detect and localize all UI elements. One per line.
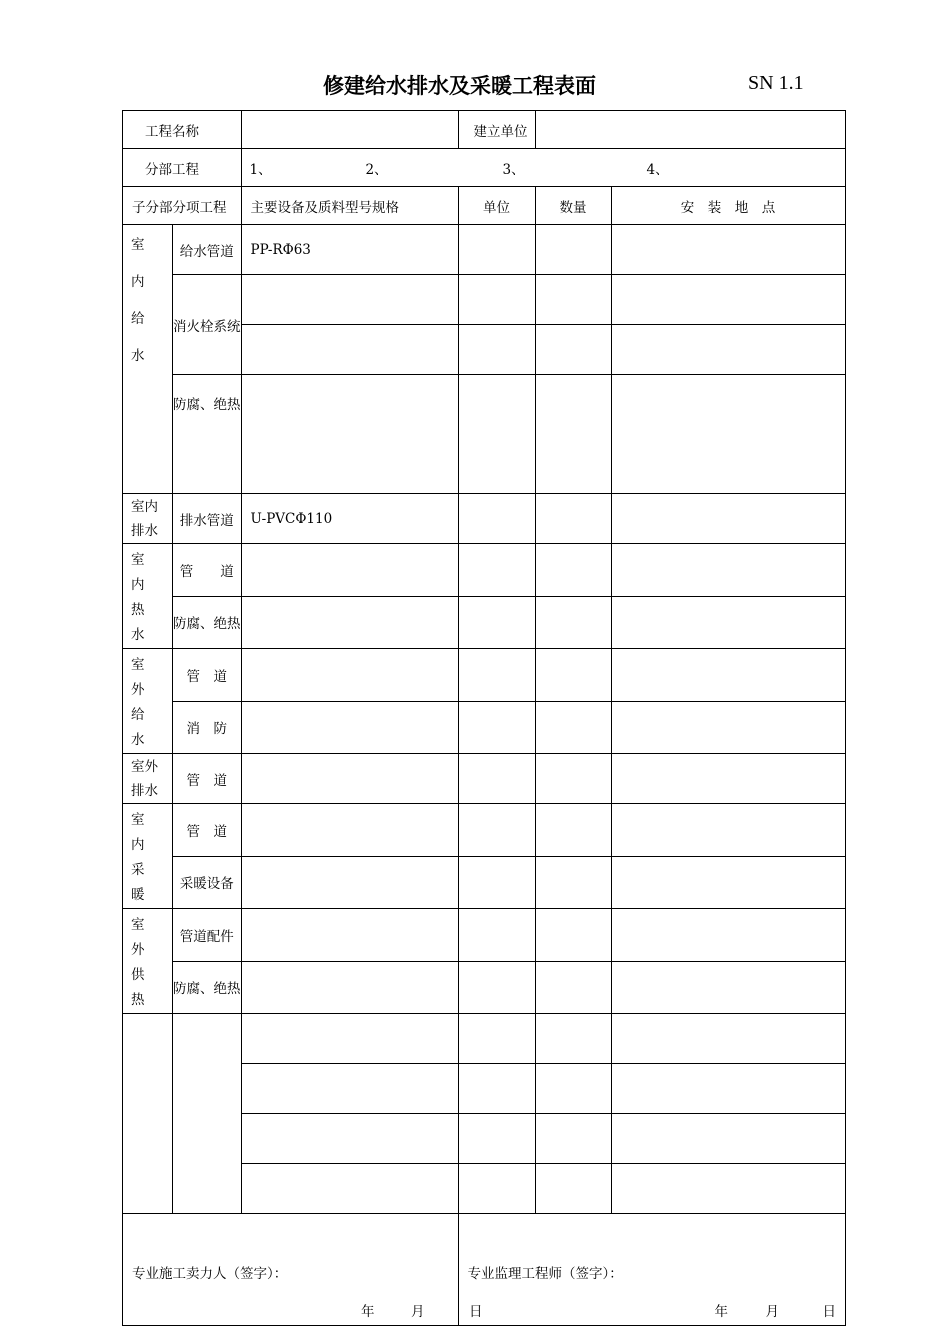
col-location-header: 安 装 地 点	[611, 187, 845, 225]
item-drain-pipe: 排水管道	[173, 494, 242, 544]
table-row	[123, 596, 846, 649]
item-heat-anticorrosion: 防腐、绝热	[173, 961, 242, 1014]
item-heating-pipe: 管 道	[173, 804, 242, 857]
division-items[interactable]	[241, 149, 845, 187]
build-unit-field[interactable]	[535, 111, 845, 149]
table-row	[123, 701, 846, 754]
item-hydrant: 消火栓系统	[173, 275, 242, 375]
table-row	[123, 804, 846, 857]
supervisor-date-day: 日	[822, 1304, 836, 1320]
supervisor-signature-label: 专业监理工程师（签字）：	[467, 1266, 623, 1282]
group-indoor-hot: 室 内 热 水	[123, 544, 173, 649]
build-unit-label: 建立单位	[458, 111, 535, 149]
supervisor-date-year: 年	[714, 1304, 728, 1320]
item-outdoor-pipe: 管 道	[173, 649, 242, 702]
group-outdoor-supply: 室 外 给 水	[123, 649, 173, 754]
item-hot-pipe: 管 道	[173, 544, 242, 597]
table-row	[123, 961, 846, 1014]
form-title: 修建给水排水及采暖工程表面	[323, 74, 596, 98]
table-row	[123, 225, 846, 275]
supervisor-signature-box[interactable]	[458, 1214, 845, 1326]
item-supply-pipe: 给水管道	[173, 225, 242, 275]
table-row	[123, 754, 846, 804]
item-supply-anticorrosion: 防腐、绝热	[173, 375, 242, 494]
signature-row	[123, 1214, 846, 1326]
supervisor-date-month: 月	[765, 1304, 779, 1320]
table-row	[123, 275, 846, 325]
division-item-4: 4、	[646, 161, 669, 178]
column-header-row	[123, 187, 846, 225]
division-item-3: 3、	[502, 161, 525, 178]
group-indoor-drain: 室内 排水	[123, 494, 173, 544]
group-indoor-heating: 室 内 采 暖	[123, 804, 173, 909]
contractor-date-month: 月	[411, 1304, 425, 1320]
contractor-date-day: 日	[469, 1304, 483, 1320]
project-name-label: 工程名称	[123, 111, 242, 149]
table-row	[123, 856, 846, 909]
col-unit-header: 单位	[458, 187, 535, 225]
table-row	[123, 544, 846, 597]
form-table	[122, 110, 846, 1326]
col-sub-header: 子分部分项工程	[123, 187, 242, 225]
project-name-field[interactable]	[241, 111, 458, 149]
table-row	[123, 909, 846, 962]
group-outdoor-drain: 室外 排水	[123, 754, 173, 804]
project-row	[123, 111, 846, 149]
spec-supply-pipe[interactable]: PP-RΦ63	[241, 225, 458, 275]
blank-item-cell[interactable]	[173, 1014, 242, 1214]
division-row	[123, 149, 846, 187]
item-hot-anticorrosion: 防腐、绝热	[173, 596, 242, 649]
division-label: 分部工程	[123, 149, 242, 187]
spec-drain-pipe[interactable]: U-PVCΦ110	[241, 494, 458, 544]
contractor-signature-box[interactable]	[123, 1214, 483, 1326]
col-spec-header: 主要设备及质料型号规格	[241, 187, 458, 225]
group-indoor-supply: 室 内 给 水	[123, 225, 173, 494]
blank-group-cell[interactable]	[123, 1014, 173, 1214]
contractor-signature-label: 专业施工卖力人（签字）：	[132, 1266, 288, 1282]
table-row	[123, 1014, 846, 1064]
table-row	[123, 494, 846, 544]
item-outdoor-drain-pipe: 管 道	[173, 754, 242, 804]
col-qty-header: 数量	[535, 187, 611, 225]
item-fire: 消 防	[173, 701, 242, 754]
division-item-1: 1、	[249, 161, 272, 178]
group-outdoor-heat: 室 外 供 热	[123, 909, 173, 1014]
form-code: SN 1.1	[748, 72, 804, 94]
contractor-date-year: 年	[361, 1304, 375, 1320]
table-row	[123, 649, 846, 702]
division-item-2: 2、	[365, 161, 388, 178]
item-pipe-fittings: 管道配件	[173, 909, 242, 962]
item-heating-equipment: 采暖设备	[173, 856, 242, 909]
